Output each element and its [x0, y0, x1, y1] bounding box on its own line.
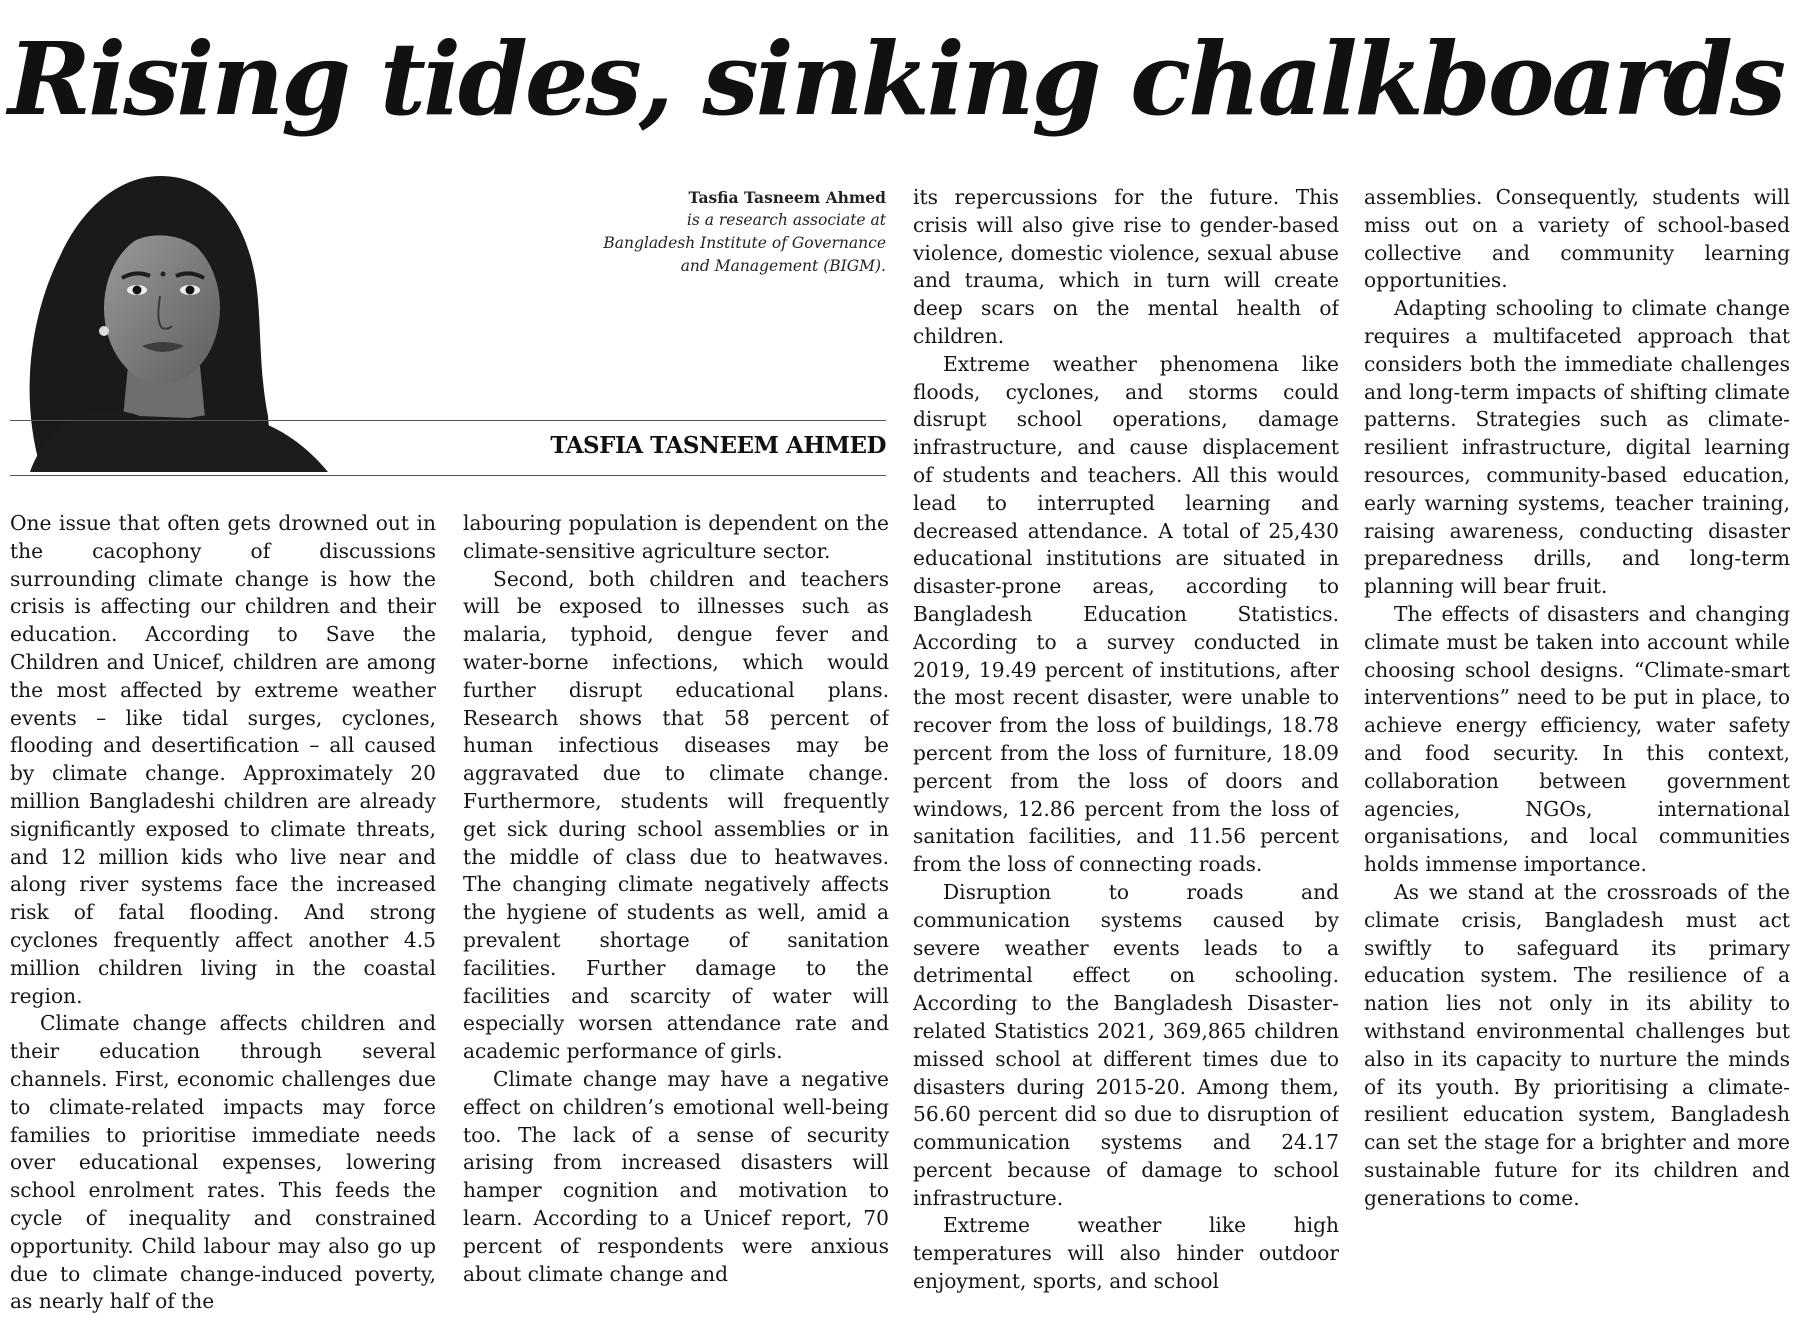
paragraph: Disruption to roads and communication systems caused by severe weather events leads to a detrimental effect on schooling. According to the Bangladesh Disaster-related Statistics 2021, 369,865 children missed school at different times due to disasters during 2015-20. Among them, 56.60 percent did so due to disruption of communication systems and 24.17 percent because of damage to school infrastructure. [913, 879, 1339, 1210]
paragraph: Adapting schooling to climate change requires a multifaceted approach that considers both the immediate challenges and long-term impacts of shifting climate patterns. Strategies such as climate-resilient infrastructure, digital learning resources, community-based education, early warning systems, teacher training, raising awareness, conducting disaster preparedness drills, and long-term planning will bear fruit. [1364, 296, 1790, 599]
paragraph: its repercussions for the future. This crisis will also give rise to gender-based violence, domestic violence, sexual abuse and trauma, which in turn will create deep scars on the mental health of children. [913, 185, 1339, 348]
paragraph: labouring population is dependent on the climate-sensitive agriculture sector. [463, 511, 889, 563]
byline-bar [10, 420, 886, 476]
paragraph: One issue that often gets drowned out in the cacophony of discussions surrounding climate change is how the crisis is affecting our children and their education. According to Save the Children and Unicef, children are among the most affected by extreme weather events – like tidal surges, cyclones, flooding and desertification – all caused by climate change. Approximately 20 million Bangladeshi children are already significantly exposed to climate threats, and 12 million kids who live near and along river systems face the increased risk of fatal flooding. And strong cyclones frequently affect another 4.5 million children living in the coastal region. [10, 511, 436, 1008]
bio-line: is a research associate at [686, 211, 886, 229]
bio-author-name: Tasfia Tasneem Ahmed [688, 188, 886, 207]
paragraph: The effects of disasters and changing climate must be taken into account while choosing school designs. “Climate-smart interventions” need to be put in place, to achieve energy efficiency, water safety and food security. In this context, collaboration between government agencies, NGOs, international organisations, and local communities holds immense importance. [1364, 601, 1790, 877]
article-column-4 [1364, 184, 1790, 1330]
article-column-2 [463, 510, 889, 1330]
paragraph: Climate change may have a negative effect on children’s emotional well-being too. The lack of a sense of security arising from increased disasters will hamper cognition and motivation to learn. According to a Unicef report, 70 percent of respondents were anxious about climate change and [463, 1066, 889, 1286]
paragraph: assemblies. Consequently, students will miss out on a variety of school-based collective and community learning opportunities. [1364, 185, 1790, 293]
paragraph: Climate change affects children and their education through several channels. First, economic challenges due to climate-related impacts may force families to prioritise immediate needs over educational expenses, lowering school enrolment rates. This feeds the cycle of inequality and constrained opportunity. Child labour may also go up due to climate change-induced poverty, as nearly half of the [10, 1011, 436, 1314]
article-column-1 [10, 510, 436, 1330]
paragraph: Extreme weather phenomena like floods, cyclones, and storms could disrupt school operations, damage infrastructure, and cause displacement of students and teachers. All this would lead to interrupted learning and decreased attendance. A total of 25,430 educational institutions are situated in disaster-prone areas, according to Bangladesh Education Statistics. According to a survey conducted in 2019, 19.49 percent of institutions, after the most recent disaster, were unable to recover from the loss of buildings, 18.78 percent from the loss of furniture, 18.09 percent from the loss of doors and windows, 12.86 percent from the loss of sanitation facilities, and 11.56 percent from the loss of connecting roads. [913, 351, 1339, 877]
paragraph: Second, both children and teachers will be exposed to illnesses such as malaria, typhoid, dengue fever and water-borne infections, which would further disrupt educational plans. Research shows that 58 percent of human infectious diseases may be aggravated due to climate change. Furthermore, students will frequently get sick during school assemblies or in the middle of class due to heatwaves. The changing climate negatively affects the hygiene of students as well, amid a prevalent shortage of sanitation facilities. Further damage to the facilities and scarcity of water will especially worsen attendance rate and academic performance of girls. [463, 566, 889, 1064]
byline: TASFIA TASNEEM AHMED [550, 432, 886, 459]
paragraph: As we stand at the crossroads of the climate crisis, Bangladesh must act swiftly to safeguard its primary education system. The resilience of a nation lies not only in its ability to withstand environmental challenges but also in its capacity to nurture the minds of its youth. By prioritising a climate-resilient education system, Bangladesh can set the stage for a brighter and more sustainable future for its children and generations to come. [1364, 879, 1790, 1210]
paragraph: Extreme weather like high temperatures will also hinder outdoor enjoyment, sports, and school [913, 1213, 1339, 1294]
headline: Rising tides, sinking chalkboards [8, 20, 1784, 138]
bio-line: and Management (BIGM). [680, 257, 886, 275]
article-column-3 [913, 184, 1339, 1330]
author-bio [520, 186, 886, 278]
bio-line: Bangladesh Institute of Governance [603, 234, 886, 252]
